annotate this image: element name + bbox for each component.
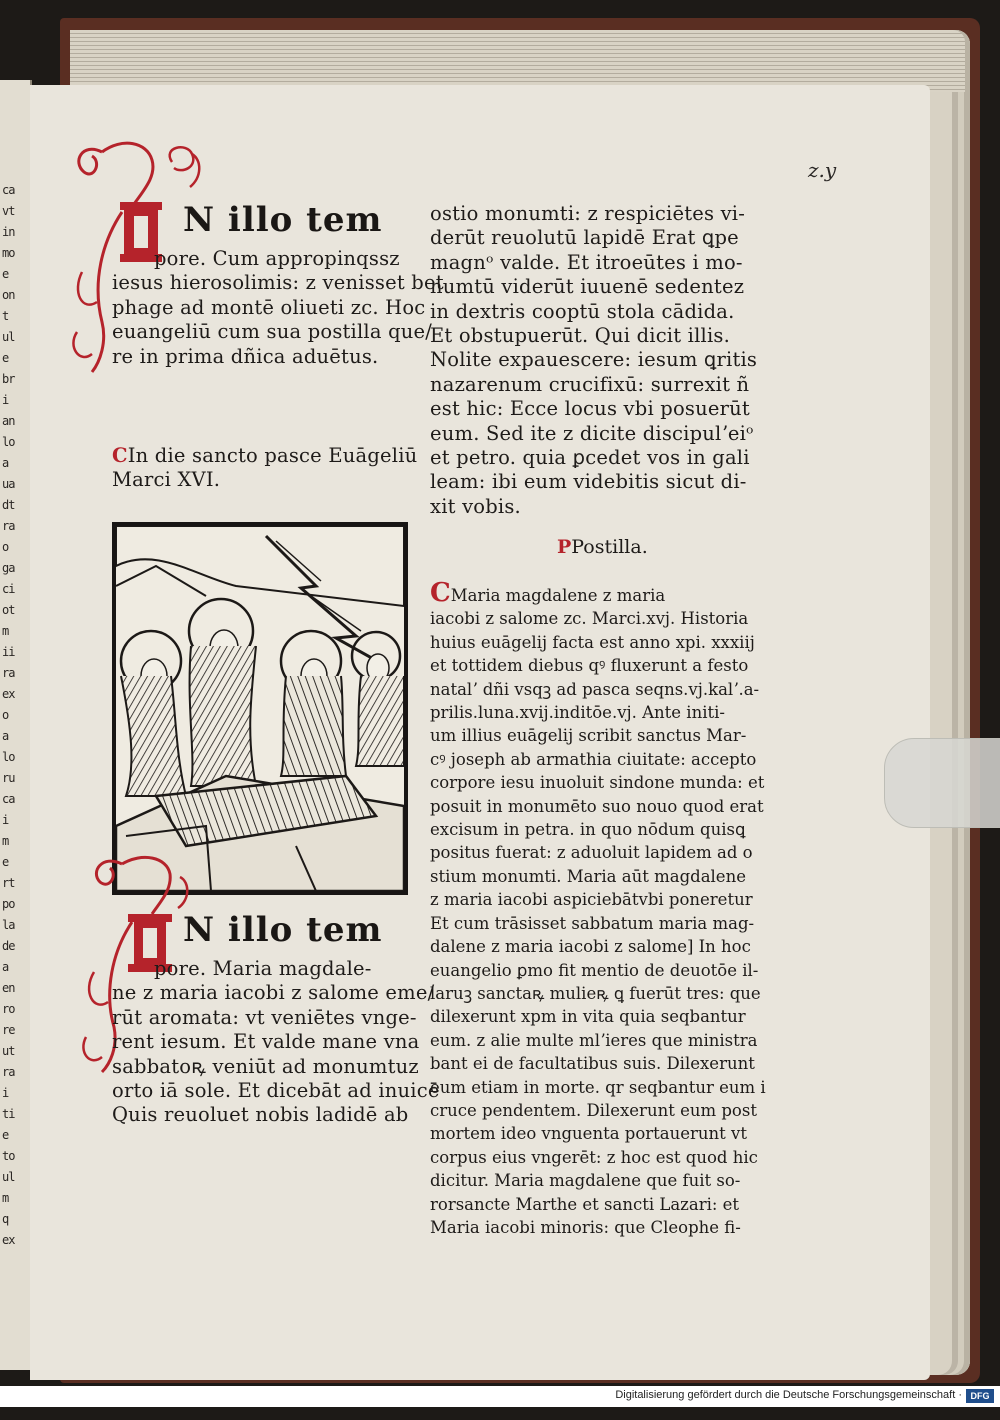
postilla-line: eum. z alie multe mlʼieres que ministra: [430, 1029, 766, 1052]
rubric-heading-line-1: In die sancto pasce Euāgeliū: [128, 444, 418, 467]
postilla-line: iacobi z salome zc. Marci.xvj. Historia: [430, 607, 766, 630]
gospel-line: Et obstupuerūt. Qui dicit illis.: [430, 324, 757, 348]
facing-page-fragment: en: [2, 978, 24, 999]
facing-page-fragment: ot: [2, 600, 24, 621]
postilla-line: dilexerunt xpm in vita quia seqbantur: [430, 1005, 766, 1028]
postilla-line: posuit in monumēto suo nouo quod erat: [430, 795, 766, 818]
section1-text: [112, 247, 444, 369]
postilla-line: dicitur. Maria magdalene que fuit so-: [430, 1169, 766, 1192]
gospel-line: eum. Sed ite z dicite discipulʼeiᵒ: [430, 422, 757, 446]
postilla-line: natalʼ dñi vsqꝫ ad pasca seqns.vj.kalʼ.a-: [430, 678, 766, 701]
section2-line: pore. Maria magdale-: [112, 957, 440, 981]
book-clamp-tab: [884, 738, 1000, 828]
postilla-line: Et cum trāsisset sabbatum maria mag-: [430, 912, 766, 935]
facing-page-fragment: ti: [2, 1104, 24, 1125]
facing-page-fragment: ru: [2, 768, 24, 789]
gospel-line: derūt reuolutū lapidē Erat ꝗpe: [430, 226, 757, 250]
postilla-line: bant ei de facultatibus suis. Dilexerunt: [430, 1052, 766, 1075]
postilla-line: mortem ideo vnguenta portauerunt vt: [430, 1122, 766, 1145]
facing-page-fragment: a: [2, 726, 24, 747]
gospel-line: magnᵒ valde. Et itroeūtes i mo-: [430, 251, 757, 275]
gospel-line: in dextris cooptū stola cādida.: [430, 300, 757, 324]
section1-line: re in prima dñica aduētus.: [112, 345, 444, 369]
postilla-line: et tottidem diebus qꝰ fluxerunt a festo: [430, 654, 766, 677]
facing-page-fragment: re: [2, 1020, 24, 1041]
gospel-line: et petro. quia ꝑcedet vos in gali: [430, 446, 757, 470]
postilla-line: laruꝫ sanctaꝶ mulieꝶ ꝗ fuerūt tres: que: [430, 982, 766, 1005]
facing-page-fragment: e: [2, 348, 24, 369]
postilla-line: [430, 582, 766, 607]
rubric-heading: [112, 444, 417, 493]
postilla-line: Maria iacobi minoris: que Cleophe fi-: [430, 1216, 766, 1239]
postilla-heading: [557, 536, 648, 558]
facing-page-fragment: e: [2, 852, 24, 873]
facing-page-fragment: ra: [2, 1062, 24, 1083]
section1-header: N illo tem: [183, 200, 383, 240]
facing-page-fragment: br: [2, 369, 24, 390]
footer-credit: Digitalisierung gefördert durch die Deutsche Forschungsgemeinschaft ·: [615, 1389, 962, 1401]
postilla-line: cruce pendentem. Dilexerunt eum post: [430, 1099, 766, 1122]
section2-line: orto iā sole. Et dicebāt ad inuicē: [112, 1079, 440, 1103]
facing-page-fragment: a: [2, 957, 24, 978]
facing-page-fragment: ul: [2, 327, 24, 348]
postilla-line: um illius euāgelij scribit sanctus Mar-: [430, 724, 766, 747]
facing-page-fragment: an: [2, 411, 24, 432]
footer-bar: [0, 1386, 1000, 1407]
facing-page-fragment: o: [2, 705, 24, 726]
facing-page-fragment: ro: [2, 999, 24, 1020]
paragraph-mark: C: [112, 444, 128, 467]
postilla-line: prilis.luna.xvij.inditōe.vj. Ante initi-: [430, 701, 766, 724]
facing-page-fragment: m: [2, 831, 24, 852]
facing-page-fragment: ex: [2, 684, 24, 705]
postilla-line-text: Maria magdalene z maria: [451, 586, 666, 605]
postilla-line: z maria iacobi aspiciebātvbi poneretur: [430, 888, 766, 911]
facing-page-fragment: a: [2, 453, 24, 474]
section2-line: sabbatoꝶ veniūt ad monumtuz: [112, 1055, 440, 1079]
facing-page-fragment: i: [2, 810, 24, 831]
section2-line: ne z maria iacobi z salome eme/: [112, 981, 440, 1005]
postilla-line: excisum in petra. in quo nōdum quisꝗ: [430, 818, 766, 841]
right-column-gospel: [430, 202, 757, 519]
facing-page-fragment: i: [2, 390, 24, 411]
section2-line: rūt aromata: vt veniētes vnge-: [112, 1006, 440, 1030]
gospel-line: xit vobis.: [430, 495, 757, 519]
postilla-line: stium monumti. Maria aūt magdalene: [430, 865, 766, 888]
gospel-line: est hic: Ecce locus vbi posuerūt: [430, 397, 757, 421]
facing-page-fragment: ra: [2, 663, 24, 684]
facing-page-fragment: in: [2, 222, 24, 243]
facing-page-fragment: ci: [2, 579, 24, 600]
gospel-line: ostio monumti: z respiciētes vi-: [430, 202, 757, 226]
facing-page-fragment: ca: [2, 789, 24, 810]
facing-page-fragment: on: [2, 285, 24, 306]
postilla-line: huius euāgelij facta est anno xpi. xxxiij: [430, 631, 766, 654]
facing-page-fragment: de: [2, 936, 24, 957]
postilla-line: corpore iesu inuoluit sindone munda: et: [430, 771, 766, 794]
rubric-heading-line-2: Marci XVI.: [112, 468, 417, 492]
facing-page-fragment: mo: [2, 243, 24, 264]
postilla-line: euangelio ꝑmo fit mentio de deuotōe il-: [430, 959, 766, 982]
gospel-line: numtū viderūt iuuenē sedentez: [430, 275, 757, 299]
paragraph-mark: C: [430, 578, 451, 608]
gospel-line: nazarenum crucifixū: surrexit ñ: [430, 373, 757, 397]
section2-line: rent iesum. Et valde mane vna: [112, 1030, 440, 1054]
section1-line: pore. Cum appropinqssz: [112, 247, 444, 271]
facing-page-edge: [0, 80, 32, 1370]
facing-page-fragment: ga: [2, 558, 24, 579]
facing-page-fragment: i: [2, 1083, 24, 1104]
facing-page-fragment: ul: [2, 1167, 24, 1188]
gospel-line: Nolite expauescere: iesum ꝗritis: [430, 348, 757, 372]
woodcut-illustration: [112, 522, 408, 895]
facing-page-fragment: ut: [2, 1041, 24, 1062]
dfg-logo: DFG: [966, 1389, 994, 1403]
section1-line: phage ad montē oliueti zc. Hoc: [112, 296, 444, 320]
postilla-heading-text: Postilla.: [571, 536, 647, 558]
facing-page-fragment: lo: [2, 747, 24, 768]
facing-page-fragment: e: [2, 1125, 24, 1146]
postilla-line: corpus eius vngerēt: z hoc est quod hic: [430, 1146, 766, 1169]
facing-page-fragment: ii: [2, 642, 24, 663]
section2-line: Quis reuoluet nobis ladidē ab: [112, 1103, 440, 1127]
facing-page-fragment: rt: [2, 873, 24, 894]
postilla-p-mark: P: [557, 536, 571, 558]
facing-page-fragment: po: [2, 894, 24, 915]
facing-page-fragment: ua: [2, 474, 24, 495]
section2-text: [112, 957, 440, 1128]
facing-page-fragment: ex: [2, 1230, 24, 1251]
right-column-postilla: [430, 582, 766, 1239]
section2-header: N illo tem: [183, 910, 383, 950]
postilla-line: cꝰ joseph ab armathia ciuitate: accepto: [430, 748, 766, 771]
facing-page-fragment: q: [2, 1209, 24, 1230]
gospel-line: leam: ibi eum videbitis sicut di-: [430, 470, 757, 494]
rubric-line-1: [112, 444, 417, 468]
facing-page-fragment: t: [2, 306, 24, 327]
postilla-line: rorsancte Marthe et sancti Lazari: et: [430, 1193, 766, 1216]
postilla-line: dalene z maria iacobi z salome] In hoc: [430, 935, 766, 958]
facing-page-fragment: ca: [2, 180, 24, 201]
facing-page-fragment: ra: [2, 516, 24, 537]
folio-number: z.y: [808, 158, 836, 182]
facing-page-fragment: lo: [2, 432, 24, 453]
postilla-line: eum etiam in morte. qr seqbantur eum i: [430, 1076, 766, 1099]
section1-line: euangeliū cum sua postilla que/: [112, 320, 444, 344]
facing-page-fragment: dt: [2, 495, 24, 516]
postilla-line: positus fuerat: z aduoluit lapidem ad o: [430, 841, 766, 864]
woodcut-three-marys-at-tomb: [116, 526, 404, 891]
facing-page-text: [2, 180, 24, 1420]
page-edges-top: [70, 30, 965, 92]
section1-line: iesus hierosolimis: z venisset bet: [112, 271, 444, 295]
facing-page-fragment: m: [2, 621, 24, 642]
facing-page-fragment: o: [2, 537, 24, 558]
facing-page-fragment: to: [2, 1146, 24, 1167]
facing-page-fragment: e: [2, 264, 24, 285]
facing-page-fragment: m: [2, 1188, 24, 1209]
facing-page-fragment: la: [2, 915, 24, 936]
facing-page-fragment: vt: [2, 201, 24, 222]
